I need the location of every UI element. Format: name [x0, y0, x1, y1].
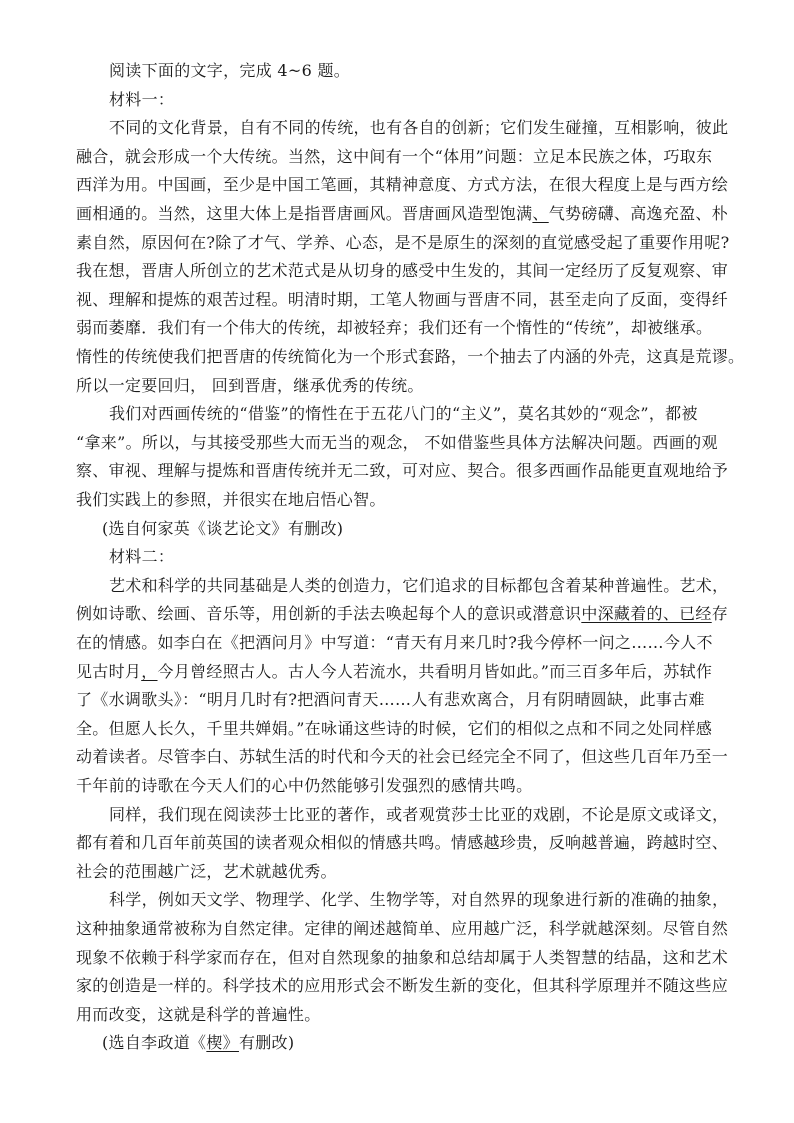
material-heading: 材料二：	[109, 547, 175, 566]
text-line: 惰性的传统使我们把晋唐的传统简化为一个形式套路，一个抽去了内涵的外壳，这真是荒谬。	[76, 347, 745, 366]
text-line: 这种抽象通常被称为自然定律。定律的阐述越简单、应用越广泛，科学就越深刻。尽管自然	[76, 919, 729, 938]
text-line: 都有着和几百年前英国的读者观众相似的情感共鸣。情感越珍贵，反响越普遍，跨越时空、	[76, 833, 729, 852]
text-line: “拿来”。所以，与其接受那些大而无当的观念， 不如借鉴些具体方法解决问题。西画的观	[76, 433, 718, 452]
text-line: 我在想，晋唐人所创立的艺术范式是从切身的感受中生发的，其间一定经历了反复观察、审	[76, 261, 729, 280]
text-line: 现象不依赖于科学家而存在，但对自然现象的抽象和总结却属于人类智慧的结晶，这和艺术	[76, 948, 729, 967]
text-line: 全。但愿人长久，千里共婵娟。”在咏诵这些诗的时候，它们的相似之点和不同之处同样感	[76, 719, 713, 738]
text-line: 艺术和科学的共同基础是人类的创造力，它们追求的目标都包含着某种普遍性。艺术，	[109, 576, 729, 595]
text-line: 画相通的。当然，这里大体上是指晋唐画风。晋唐画风造型饱满、气势磅礴、高逸充盈、朴	[76, 204, 729, 223]
text-line: 我们对西画传统的“借鉴”的惰性在于五花八门的“主义”，莫名其妙的“观念”，都被	[109, 404, 698, 423]
underlined-text: ，	[141, 662, 158, 681]
instruction-line: 阅读下面的文字，完成 4~6 题。	[109, 61, 351, 80]
text-line: 千年前的诗歌在今天人们的心中仍然能够引发强烈的感情共鸣。	[76, 776, 533, 795]
source-citation: (选自何家英《谈艺论文》有删改)	[102, 519, 344, 538]
text-line: 家的创造是一样的。科学技术的应用形式会不断发生新的变化，但其科学原理并不随这些应	[76, 976, 729, 995]
text-line: 在的情感。如李白在《把酒问月》中写道：“青天有月来几时?我今停杯一问之……今人不	[76, 633, 713, 652]
text-line: 融合，就会形成一个大传统。当然，这中间有一个“体用”问题：立足本民族之体，巧取东	[76, 147, 713, 166]
text-line: 同样，我们现在阅读莎士比亚的著作，或者观赏莎士比亚的戏剧，不论是原文或译文，	[109, 805, 729, 824]
text-line: 了《水调歌头》：“明月几时有?把酒问青天……人有悲欢离合，月有阴晴圆缺，此事古难	[76, 690, 705, 709]
text-line: 不同的文化背景，自有不同的传统，也有各自的创新；它们发生碰撞，互相影响，彼此	[109, 118, 729, 137]
text-line: 素自然，原因何在?除了才气、学养、心态，是不是原生的深刻的直觉感受起了重要作用呢?	[76, 233, 730, 252]
text-line: 所以一定要回归， 回到晋唐，继承优秀的传统。	[76, 376, 424, 395]
source-citation: (选自李政道《楔》有删改)	[102, 1033, 295, 1052]
text-line: 西洋为用。中国画，至少是中国工笔画，其精神意度、方式方法，在很大程度上是与西方绘	[76, 175, 729, 194]
text-line: 科学，例如天文学、物理学、化学、生物学等，对自然界的现象进行新的准确的抽象，	[109, 890, 729, 909]
material-heading: 材料一：	[109, 90, 175, 109]
text-line: 弱而萎靡．我们有一个伟大的传统，却被轻弃；我们还有一个惰性的“传统”，却被继承。	[76, 318, 713, 337]
underlined-text: 中深藏着的、已经	[581, 604, 712, 623]
text-line: 察、审视、理解与提炼和晋唐传统并无二致，可对应、契合。很多西画作品能更直观地给予	[76, 461, 729, 480]
text-line: 社会的范围越广泛，艺术就越优秀。	[76, 862, 337, 881]
underlined-text: 、	[532, 204, 549, 223]
text-line: 用而改变，这就是科学的普遍性。	[76, 1005, 321, 1024]
text-line: 动着读者。尽管李白、苏轼生活的时代和今天的社会已经完全不同了，但这些几百年乃至一	[76, 747, 729, 766]
underlined-text: 楔》	[206, 1033, 239, 1052]
text-line: 见古时月，今月曾经照古人。古人今人若流水，共看明月皆如此。”而三百多年后，苏轼作	[76, 662, 713, 681]
text-line: 我们实践上的参照，并很实在地启悟心智。	[76, 490, 386, 509]
text-line: 视、理解和提炼的艰苦过程。明清时期，工笔人物画与晋唐不同，甚至走向了反面，变得纤	[76, 290, 729, 309]
text-line: 例如诗歌、绘画、音乐等，用创新的手法去唤起每个人的意识或潜意识中深藏着的、已经存	[76, 604, 729, 623]
